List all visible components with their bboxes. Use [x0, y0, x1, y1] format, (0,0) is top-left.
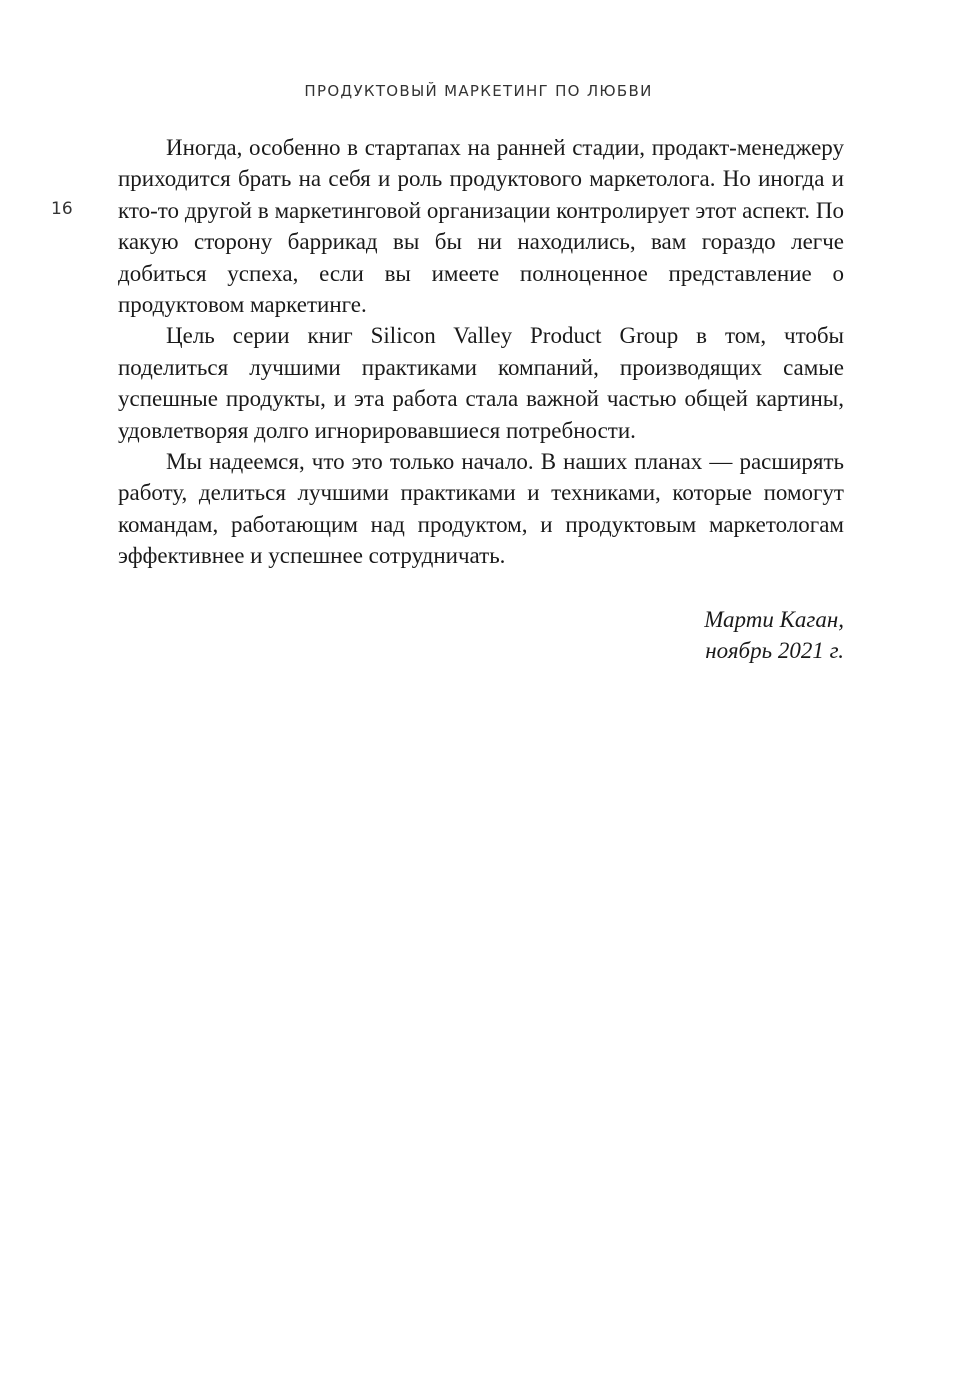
paragraph: Иногда, особенно в стартапах на ранней стадии, продакт-менеджеру приходится брать на себя и роль продуктового маркетолога. Но иногда и кто-то другой в маркетинговой организации контролирует этот аспект. По какую сторону баррикад вы бы ни находились, вам гораздо легче добиться успеха, если вы имеете полноценное представление о продуктовом маркетинге. — [118, 135, 844, 318]
running-title: ПРОДУКТОВЫЙ МАРКЕТИНГ ПО ЛЮБВИ — [304, 82, 653, 100]
paragraph: Мы надеемся, что это только начало. В наших планах — расширять работу, делиться лучшими практиками и техниками, которые помогут командам, работающим над продуктом, и продуктовым маркетологам эффективнее и успешнее сотрудничать. — [118, 449, 844, 569]
signature-author: Марти Каган, — [704, 607, 844, 632]
signature — [118, 604, 844, 667]
page-number: 16 — [51, 199, 73, 219]
paragraph: Цель серии книг Silicon Valley Product Group в том, чтобы поделиться лучшими практиками компаний, производящих самые успешные продукты, и эта работа стала важной частью общей картины, удовлетворяя долго игнорировавшиеся потребности. — [118, 323, 844, 443]
signature-date: ноябрь 2021 г. — [705, 638, 844, 664]
main-text — [118, 132, 844, 572]
